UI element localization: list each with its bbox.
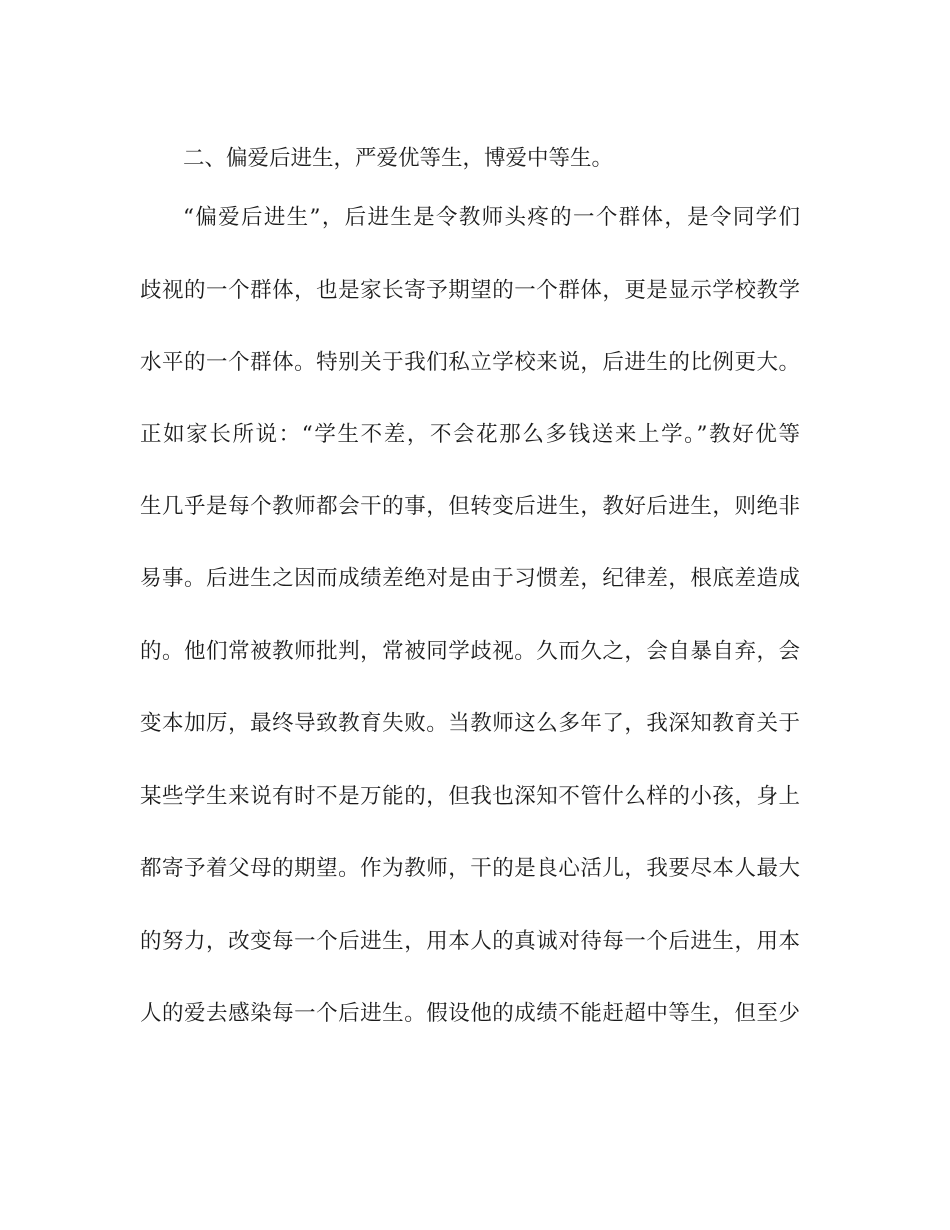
paragraph-line: 的。他们常被教师批判，常被同学歧视。久而久之，会自暴自弃，会 bbox=[140, 639, 800, 664]
paragraph-line: 生几乎是每个教师都会干的事，但转变后进生，教好后进生，则绝非 bbox=[140, 494, 800, 519]
paragraph-line: 正如家长所说：“学生不差，不会花那么多钱送来上学。”教好优等 bbox=[140, 422, 800, 447]
paragraph-line: 易事。后进生之因而成绩差绝对是由于习惯差，纪律差，根底差造成 bbox=[140, 566, 800, 591]
paragraph-line: “偏爱后进生”，后进生是令教师头疼的一个群体，是令同学们 bbox=[183, 205, 800, 230]
section-heading: 二、偏爱后进生，严爱优等生，博爱中等生。 bbox=[183, 146, 614, 171]
paragraph-line: 水平的一个群体。特别关于我们私立学校来说，后进生的比例更大。 bbox=[140, 350, 800, 375]
paragraph-line: 变本加厉，最终导致教育失败。当教师这么多年了，我深知教育关于 bbox=[140, 711, 800, 736]
paragraph-line: 都寄予着父母的期望。作为教师，干的是良心活儿，我要尽本人最大 bbox=[140, 856, 800, 881]
paragraph-line: 某些学生来说有时不是万能的，但我也深知不管什么样的小孩，身上 bbox=[140, 784, 800, 809]
paragraph-line: 歧视的一个群体，也是家长寄予期望的一个群体，更是显示学校教学 bbox=[140, 278, 800, 303]
paragraph-line: 人的爱去感染每一个后进生。假设他的成绩不能赶超中等生，但至少 bbox=[140, 1001, 800, 1026]
paragraph-line: 的努力，改变每一个后进生，用本人的真诚对待每一个后进生，用本 bbox=[140, 929, 800, 954]
